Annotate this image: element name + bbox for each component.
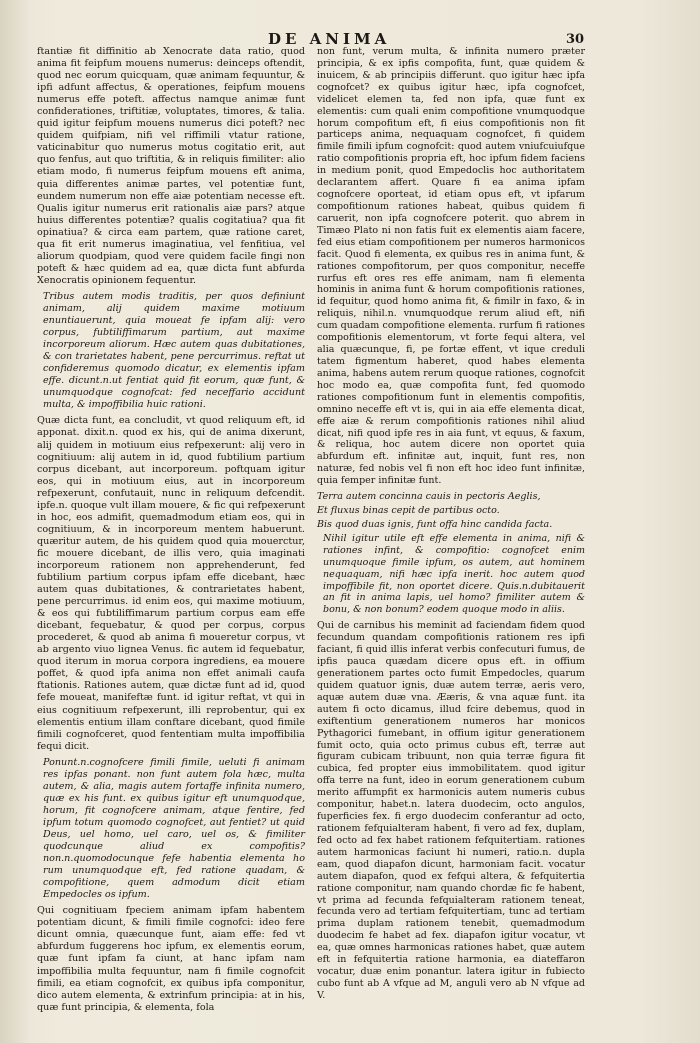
right-column [317, 46, 585, 1006]
paragraph: Quæ dicta funt, ea concludit, vt quod reliquum eft, id apponat. dixit.n. quod ex his, qui de anima dixerunt, alij quidem in motiuum eius refpexerunt: alij vero in cognitiuum: alij autem in id, quod fubtilium partium corpus dicebant, aut incorporeum. poftquam igitur eos, qui in motiuum eius, aut in incorporeum refpexerunt, confutauit, nunc in reliquum defcendit. ipfe.n. quoque vult illam mouere, & fic qui refpexerunt in hoc, eos admifit, quemadmodum etiam eos, qui in cognitiuum, & in incorporeum mentem habuerunt. quæritur autem, de his quidem quod quia mouerctur, fic mouere dicebant, de illis vero, quia imaginati incorporeum rationem non apprehenderunt, fed fubtilium partium corpus ipfam effe dicebant, hæc autem quas dubitationes, & contrarietates habent, pene percurrimus. id enim eos, qui maxime motiuum, & eos qui fubtiliffimarum partium corpus eam effe dicebant, fequebatur, & quod per corpus, corpus procederet, & quod ab anima fi moueretur corpus, vt ab argento viuo lignea Venus. fic autem id fequebatur, quod iterum in morua corpora ingrediens, ea mouere poffet, & quod ipfa anima non effet animali caufa ftationis. Rationes autem, quæ dictæ funt ad id, quod fefe moueat, manifeftæ funt. id igitur reftat, vt qui in eius cognitiuum refpexerunt, illi reprobentur, qui ex elementis entium illam conftare dicebant, quod fimile fimili cognofceret, quod fententiam multa impoffibilia fequi dicit. [37, 415, 305, 752]
verse-line: Et fluxus binas cepit de partibus octo. [317, 505, 500, 517]
paragraph: Nihil igitur utile eft effe elementa in anima, nifi & rationes infint, & compofitio: cognofcet enim unumquoque fimile ipfum, os autem, aut hominem nequaquam, nifi hæc ipfa inerit. hoc autem quod impoffibile fit, non oportet dicere. Quis.n.dubitauerit an fit in anima lapis, uel homo? fimiliter autem & bonu, & non bonum? eodem quoque modo in aliis. [323, 532, 585, 616]
paragraph: non funt, verum multa, & infinita numero præter principia, & ex ipfis compofita, funt, quæ quidem & inuicem, & ab principiis differunt. quo igitur hæc ipfa cognofcet? ex quibus igitur hæc, ipfa cognofcet, videlicet elemen ta, fed non ipfa, quæ funt ex elementis: cum quali enim compofitione vnumquodque horum compofitum eft, fi eius compofitionis non fit particeps anima, nequaquam cognofcet, fi quidem fimile fimili ipfum cognofcit: quod autem vniufcuiufque ratio compofitionis propria eft, hoc ipfum fidem faciens in medium ponit, quod Empedoclis hoc authoritatem declarantem affert. Quare fi ea anima ipfam cognofcere oporteat, id etiam opus eft, vt ipfarum compofitionum rationes habeat, quibus quidem fi caruerit, non ipfa cognofcere poterit. quo abrem in Timæo Plato ni non fatis fuit ex elementis aiam facere, fed eius etiam compofitionem per numeros harmonicos facit. Quod fi elementa, ex quibus res in anima funt, & rationes compofitorum, per quos componitur, neceffe rurfus eft ores res effe animam, nam fi elementa hominis in anima funt & horum compofitionis rationes, id fequitur, quod homo anima fit, & fimilr in faxo, & in reliquis, nihil.n. vnumquodque rerum aliud eft, nifi cum quadam compofitione elementa. rurfum fi rationes compofitionis elementorum, vt forte fequi altera, vel alia quæcunque, fi, pe fortæ effent, vt ique creduli tatem figmentum haberet, quod habes elementa anima, habens autem rerum quoque rationes, cognofcit hoc modo ea, quæ compofita funt, fed quomodo rationes compofitionum funt in elementis compofitis, omnino neceffe eft vt is, qui in aia effe elementa dicat, effe aiæ & rerum compofitionis rationes nihil aliud dicat, nifi quod ipfe res in aia funt, vt equus, & faxum, & reliqua, hoc autem dicere non oportet quia abfurdum eft. infinitæ aut, inquit, funt res, non naturæ, fed nobis vel fi non eft hoc ideo funt infinitæ, quia femper infinitæ funt. [317, 46, 585, 487]
paragraph: Qui cognitiuam fpeciem animam ipfam habentem potentiam dicunt, & fimili fimile cognofci: ideo fere dicunt omnia, quæcunque funt, aiam effe: fed vt abfurdum fuggerens hoc ipfum, ex elementis eorum, quæ funt ipfam fa ciunt, at hanc ipfam nam impoffibilia multa fequuntur, nam fi fimile cognofcit fimili, ea etiam cognofcit, ex quibus ipfa componitur, dico autem elementa, & extrinfum principia: at in his, quæ funt principia, & elementa, fola [37, 905, 305, 1013]
folio-number: 30 [566, 32, 585, 47]
verse-line: Terra autem concinna cauis in pectoris Aeglis, [317, 491, 541, 503]
left-column [37, 46, 305, 1018]
paragraph: Qui de carnibus his meminit ad faciendam fidem quod fecundum quandam compofitionis rationem res ipfi faciant, fi quid illis inferat verbis confecuturi fumus, de ipfis pauca quædam dicere opus eft. in offium generationem partes octo fumit Empedocles, quarum quidem quatuor ignis, duæ autem terræ, aeris vero, aquæ autem duæ vna. Ææris, & vna aquæ funt. ita autem fi octo dicamus, illud fcire debemus, quod in exiftentium generationem numeros har monicos Pythagorici fumebant, in offium igitur generationem fumit octo, quia octo primus cubus eft, terræ aut figuram cubicam tribuunt, non quia terræ figura fit cubica, fed propter eius immobilitatem. quod igitur offa terre na funt, ideo in eorum generationem cubum merito affumpfit ex harmonicis autem numeris cubus componitur, habet.n. latera duodecim, octo angulos, fuperficies fex. fi ergo duodecim conferantur ad octo, rationem fefquialteram habent, fi vero ad fex, duplam, fed octo ad fex habet rationem fefquitertiam. rationes autem harmonicas faciunt hi numeri, ratio.n. dupla eam, quod diapafon dicunt, harmoniam facit. vocatur autem diapafon, quod ex fefqui altera, & fefquitertia ratione componitur, nam quando chordæ fic fe habent, vt prima ad fecunda fefquialteram rationem teneat, fecunda vero ad tertiam fefquitertiam, tunc ad tertiam prima duplam rationem tenebit, quemadmodum duodecim fe habet ad fex. diapafon igitur vocatur, vt ea, quæ omnes harmonicas rationes habet, quæ autem eft in fefquitertia ratione harmonia, ea diateffaron vocatur, duæ enim ponantur. latera igitur in fubiecto cubo funt ab A vfque ad M, anguli vero ab N vfque ad V. [317, 620, 585, 1001]
paragraph: Ponunt.n.cognofcere fimili fimile, ueluti fi animam res ipfas ponant. non funt autem fola hæc, multa autem, & alia, magis autem fortaffe infinita numero, quæ ex his funt. ex quibus igitur eft unumquodque, horum, fit cognofcere animam, atque fentire, fed ipfum totum quomodo cognofcet, aut fentiet? ut quid Deus, uel homo, uel caro, uel os, & fimiliter quodcunque aliud ex compofitis? non.n.quomodocunque fefe habentia elementa ho rum unumquodque eft, fed ratione quadam, & compofitione, quem admodum dicit etiam Empedocles os ipfum. [43, 756, 305, 901]
paragraph: ftantiæ fit diffinitio ab Xenocrate data ratio, quod anima fit feipfum mouens numerus: deinceps oftendit, quod nec eorum quicquam, quæ animam fequuntur, & ipfi adfunt affectus, & operationes, feipfum mouens numerus effe poteft. affectus namque animæ funt confiderationes, triftitiæ, voluptates, timores, & talia. quid igitur feipfum mouens numerus dici poteft? nec quidem quifpiam, nifi vel riffimili vtatur ratione, vaticinabitur quo numerus motus cogitatio erit, aut quo fenfus, aut quo triftitia, & in reliquis fimiliter: alio etiam modo, fi numerus feipfum mouens eft anima, quia differentes animæ partes, vel potentiæ funt, eundem numerum non effe aiæ potentiam necesse eft. Qualis igitur numerus erit rationalis aiæ pars? atque huius differentes potentiæ? qualis cogitatiua? qua fit opinatiua? & circa eam partem, quæ ratione caret, qua fit erit numerus imaginatiua, vel fenfitiua, vel aliorum quodpiam, quod vere quidem facile fingi non poteft & hæc quidem ad ea, quæ dicta funt abfurda Xenocratis opinionem fequentur. [37, 46, 305, 286]
paragraph: Tribus autem modis traditis, per quos definiunt animam, alij quidem maxime motiuum enuntiauerunt, quia moueat fe ipfam alij: vero corpus, fubtiliffimarum partium, aut maxime incorporeum aliorum. Hæc autem quas dubitationes, & con trarietates habent, pene percurrimus. reftat ut confideremus quomodo dicatur, ex elementis ipfam effe. dicunt.n.ut fentiat quid fit eorum, quæ funt, & unumquodque cognofcat: fed neceffario accidunt multa, & impoffibilia huic rationi. [43, 290, 305, 411]
verse-line: Bis quod duas ignis, funt offa hinc candida facta. [317, 518, 553, 530]
running-title: DE ANIMA [268, 30, 391, 48]
